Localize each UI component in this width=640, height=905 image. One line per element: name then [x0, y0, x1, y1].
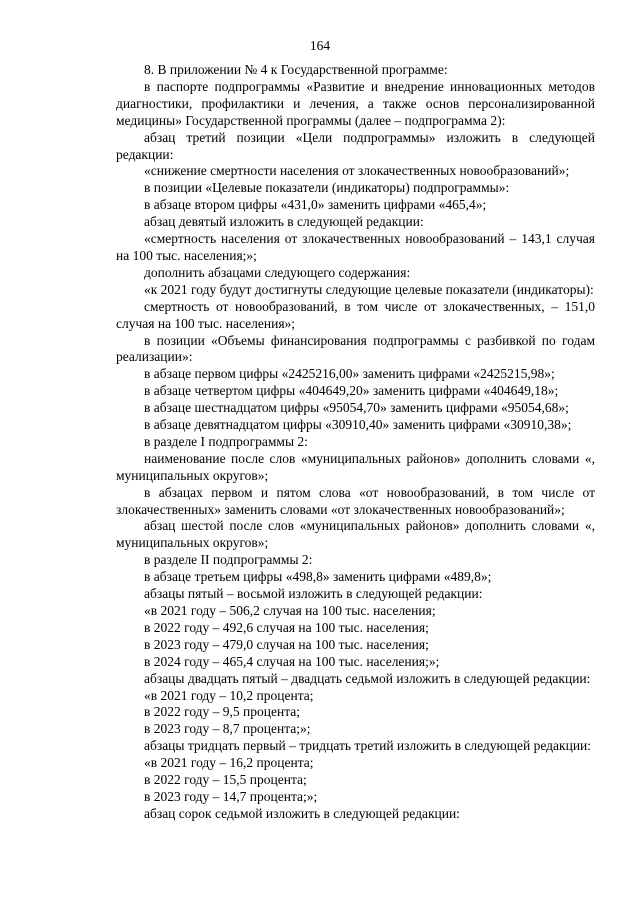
paragraph: в 2022 году – 15,5 процента;	[144, 772, 307, 788]
paragraph: абзац третий позиции «Цели подпрограммы» изложить в следующей редакции:	[116, 129, 595, 162]
paragraph: «к 2021 году будут достигнуты следующие целевые показатели (индикаторы):	[144, 281, 594, 297]
paragraph: в абзаце четвертом цифры «404649,20» заменить цифрами «404649,18»;	[144, 383, 559, 399]
paragraph: абзацы двадцать пятый – двадцать седьмой изложить в следующей редакции:	[144, 670, 591, 686]
paragraph: в абзацах первом и пятом слова «от новообразований, в том числе от злокачественных» заменить словами «от злокачественных новообразований»;	[116, 484, 595, 517]
paragraph: в паспорте подпрограммы «Развитие и внедрение инновационных методов диагностики, профилактики и лечения, а также основ персонализированной медицины» Государственной программы (далее – подпрограмма 2):	[116, 78, 595, 128]
page-number: 164	[309, 38, 331, 53]
paragraph: «смертность населения от злокачественных новообразований – 143,1 случая на 100 тыс. населения;»;	[116, 231, 595, 263]
paragraph: в 2024 году – 465,4 случая на 100 тыс. населения;»;	[144, 653, 440, 669]
paragraph: в абзаце третьем цифры «498,8» заменить цифрами «489,8»;	[144, 569, 492, 585]
document-body	[116, 62, 595, 823]
paragraph: абзац девятый изложить в следующей редакции:	[144, 214, 424, 230]
paragraph: дополнить абзацами следующего содержания:	[144, 264, 411, 280]
paragraph: в 2022 году – 9,5 процента;	[144, 704, 301, 720]
paragraph: в 2023 году – 479,0 случая на 100 тыс. населения;	[144, 636, 429, 652]
paragraph: в 2022 году – 492,6 случая на 100 тыс. населения;	[144, 619, 429, 635]
paragraph: абзац сорок седьмой изложить в следующей редакции:	[144, 805, 460, 821]
paragraph: наименование после слов «муниципальных районов» дополнить словами «, муниципальных округов»;	[116, 450, 595, 483]
paragraph: в позиции «Объемы финансирования подпрограммы с разбивкой по годам реализации»:	[116, 332, 595, 365]
paragraph: «в 2021 году – 10,2 процента;	[144, 687, 314, 703]
paragraph: в абзаце первом цифры «2425216,00» заменить цифрами «2425215,98»;	[144, 366, 555, 382]
paragraph: в 2023 году – 8,7 процента;»;	[144, 721, 311, 737]
paragraph: «снижение смертности населения от злокачественных новообразований»;	[144, 163, 570, 179]
paragraph: в абзаце шестнадцатом цифры «95054,70» заменить цифрами «95054,68»;	[144, 400, 569, 416]
paragraph: абзацы тридцать первый – тридцать третий изложить в следующей редакции:	[144, 738, 592, 754]
paragraph: в абзаце девятнадцатом цифры «30910,40» заменить цифрами «30910,38»;	[144, 417, 572, 433]
paragraph: в 2023 году – 14,7 процента;»;	[144, 788, 318, 804]
paragraph: в позиции «Целевые показатели (индикаторы) подпрограммы»:	[144, 180, 510, 196]
paragraph: в разделе II подпрограммы 2:	[144, 552, 313, 568]
paragraph: «в 2021 году – 506,2 случая на 100 тыс. населения;	[144, 603, 436, 618]
paragraph: в разделе I подпрограммы 2:	[144, 433, 308, 449]
paragraph: в абзаце втором цифры «431,0» заменить цифрами «465,4»;	[144, 197, 487, 213]
paragraph: 8. В приложении № 4 к Государственной программе:	[144, 62, 448, 77]
paragraph: «в 2021 году – 16,2 процента;	[144, 755, 314, 771]
paragraph: смертность от новообразований, в том числе от злокачественных, – 151,0 случая на 100 тыс. населения»;	[116, 298, 595, 331]
paragraph: абзац шестой после слов «муниципальных районов» дополнить словами «, муниципальных округов»;	[116, 518, 595, 551]
paragraph: абзацы пятый – восьмой изложить в следующей редакции:	[144, 586, 483, 602]
